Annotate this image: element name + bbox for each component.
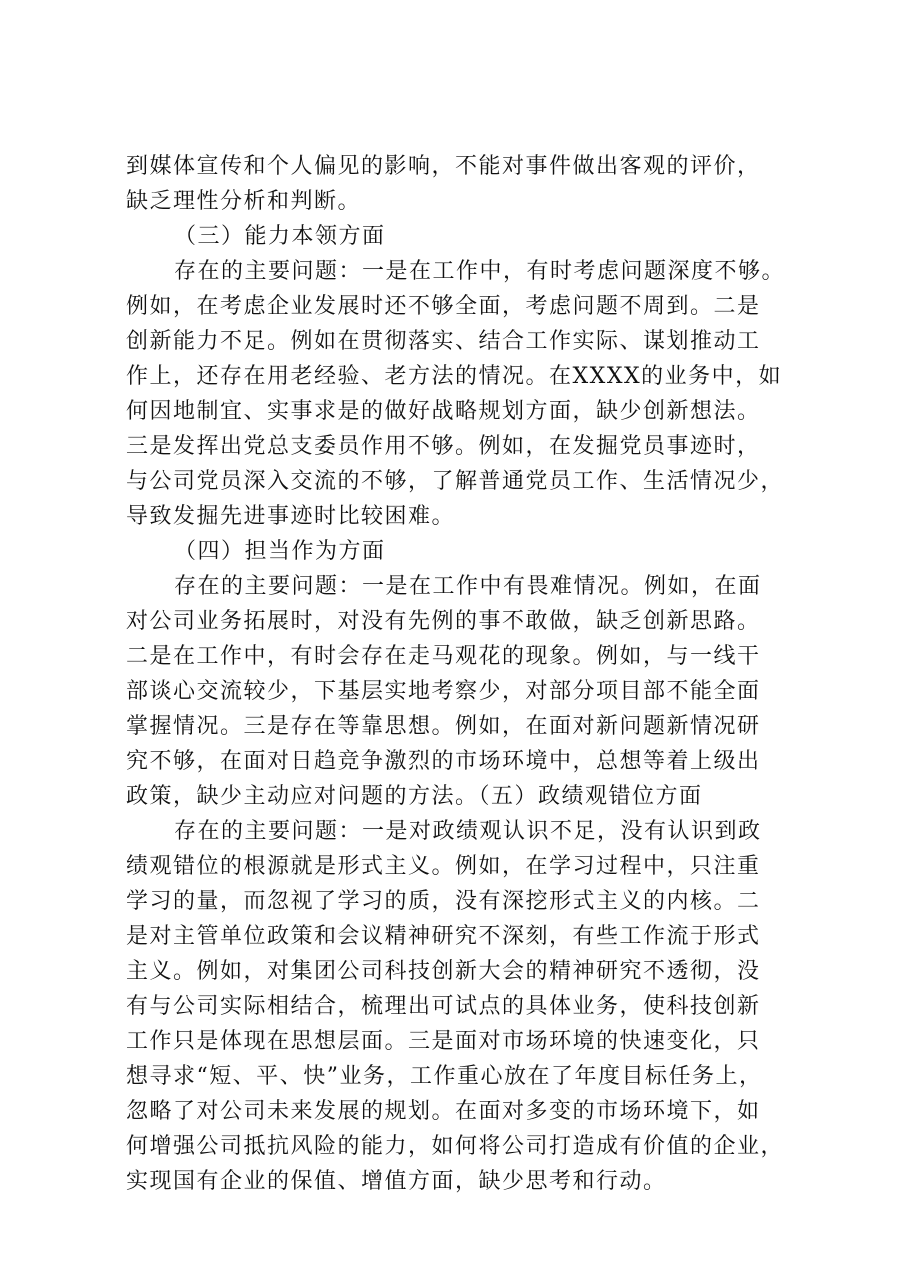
document-text-line: 作上，还存在用老经验、老方法的情况。在XXXX的业务中，如 (126, 364, 783, 389)
document-text-line: 何因地制宜、实事求是的做好战略规划方面，缺少创新想法。 (126, 399, 761, 424)
document-text-line: 何增强公司抵抗风险的能力，如何将公司打造成有价值的企业， (126, 1134, 785, 1159)
document-text-line: 政策，缺少主动应对问题的方法。（五）政绩观错位方面 (126, 784, 703, 809)
document-text-line: 存在的主要问题：一是在工作中有畏难情况。例如，在面 (174, 574, 762, 599)
document-text-line: （四）担当作为方面 (174, 539, 386, 564)
document-text-line: 主义。例如，对集团公司科技创新大会的精神研究不透彻，没 (126, 959, 761, 984)
document-text-line: 究不够，在面对日趋竞争激烈的市场环境中，总想等着上级出 (126, 749, 761, 774)
document-text-line: 例如，在考虑企业发展时还不够全面，考虑问题不周到。二是 (126, 294, 761, 319)
document-text-line: 与公司党员深入交流的不够，了解普通党员工作、生活情况少， (126, 469, 785, 494)
document-text-line: 对公司业务拓展时，对没有先例的事不敢做，缺乏创新思路。 (126, 609, 761, 634)
document-text-line: 存在的主要问题：一是对政绩观认识不足，没有认识到政 (174, 819, 762, 844)
document-text-line: 是对主管单位政策和会议精神研究不深刻，有些工作流于形式 (126, 924, 761, 949)
document-text-line: 到媒体宣传和个人偏见的影响，不能对事件做出客观的评价， (126, 154, 761, 179)
document-text-line: 工作只是体现在思想层面。三是面对市场环境的快速变化，只 (126, 1029, 761, 1054)
document-text-line: 想寻求“短、平、快”业务，工作重心放在了年度目标任务上， (126, 1064, 763, 1089)
document-text-line: 三是发挥出党总支委员作用不够。例如，在发掘党员事迹时， (126, 434, 761, 459)
document-text-line: 缺乏理性分析和判断。 (126, 189, 362, 214)
document-text-line: 绩观错位的根源就是形式主义。例如，在学习过程中，只注重 (126, 854, 761, 879)
document-body (126, 149, 806, 1199)
document-text-line: 忽略了对公司未来发展的规划。在面对多变的市场环境下，如 (126, 1099, 761, 1124)
document-text-line: 掌握情况。三是存在等靠思想。例如，在面对新问题新情况研 (126, 714, 761, 739)
document-text-line: 二是在工作中，有时会存在走马观花的现象。例如，与一线干 (126, 644, 761, 669)
document-text-line: （三）能力本领方面 (174, 224, 386, 249)
document-text-line: 部谈心交流较少，下基层实地考察少，对部分项目部不能全面 (126, 679, 761, 704)
document-text-line: 有与公司实际相结合，梳理出可试点的具体业务，使科技创新 (126, 994, 761, 1019)
document-text-line: 导致发掘先进事迹时比较困难。 (126, 504, 456, 529)
document-text-line: 存在的主要问题：一是在工作中，有时考虑问题深度不够。 (174, 259, 786, 284)
document-text-line: 实现国有企业的保值、增值方面，缺少思考和行动。 (126, 1169, 667, 1194)
document-text-line: 创新能力不足。例如在贯彻落实、结合工作实际、谋划推动工 (126, 329, 761, 354)
document-text-line: 学习的量，而忽视了学习的质，没有深挖形式主义的内核。二 (126, 889, 761, 914)
